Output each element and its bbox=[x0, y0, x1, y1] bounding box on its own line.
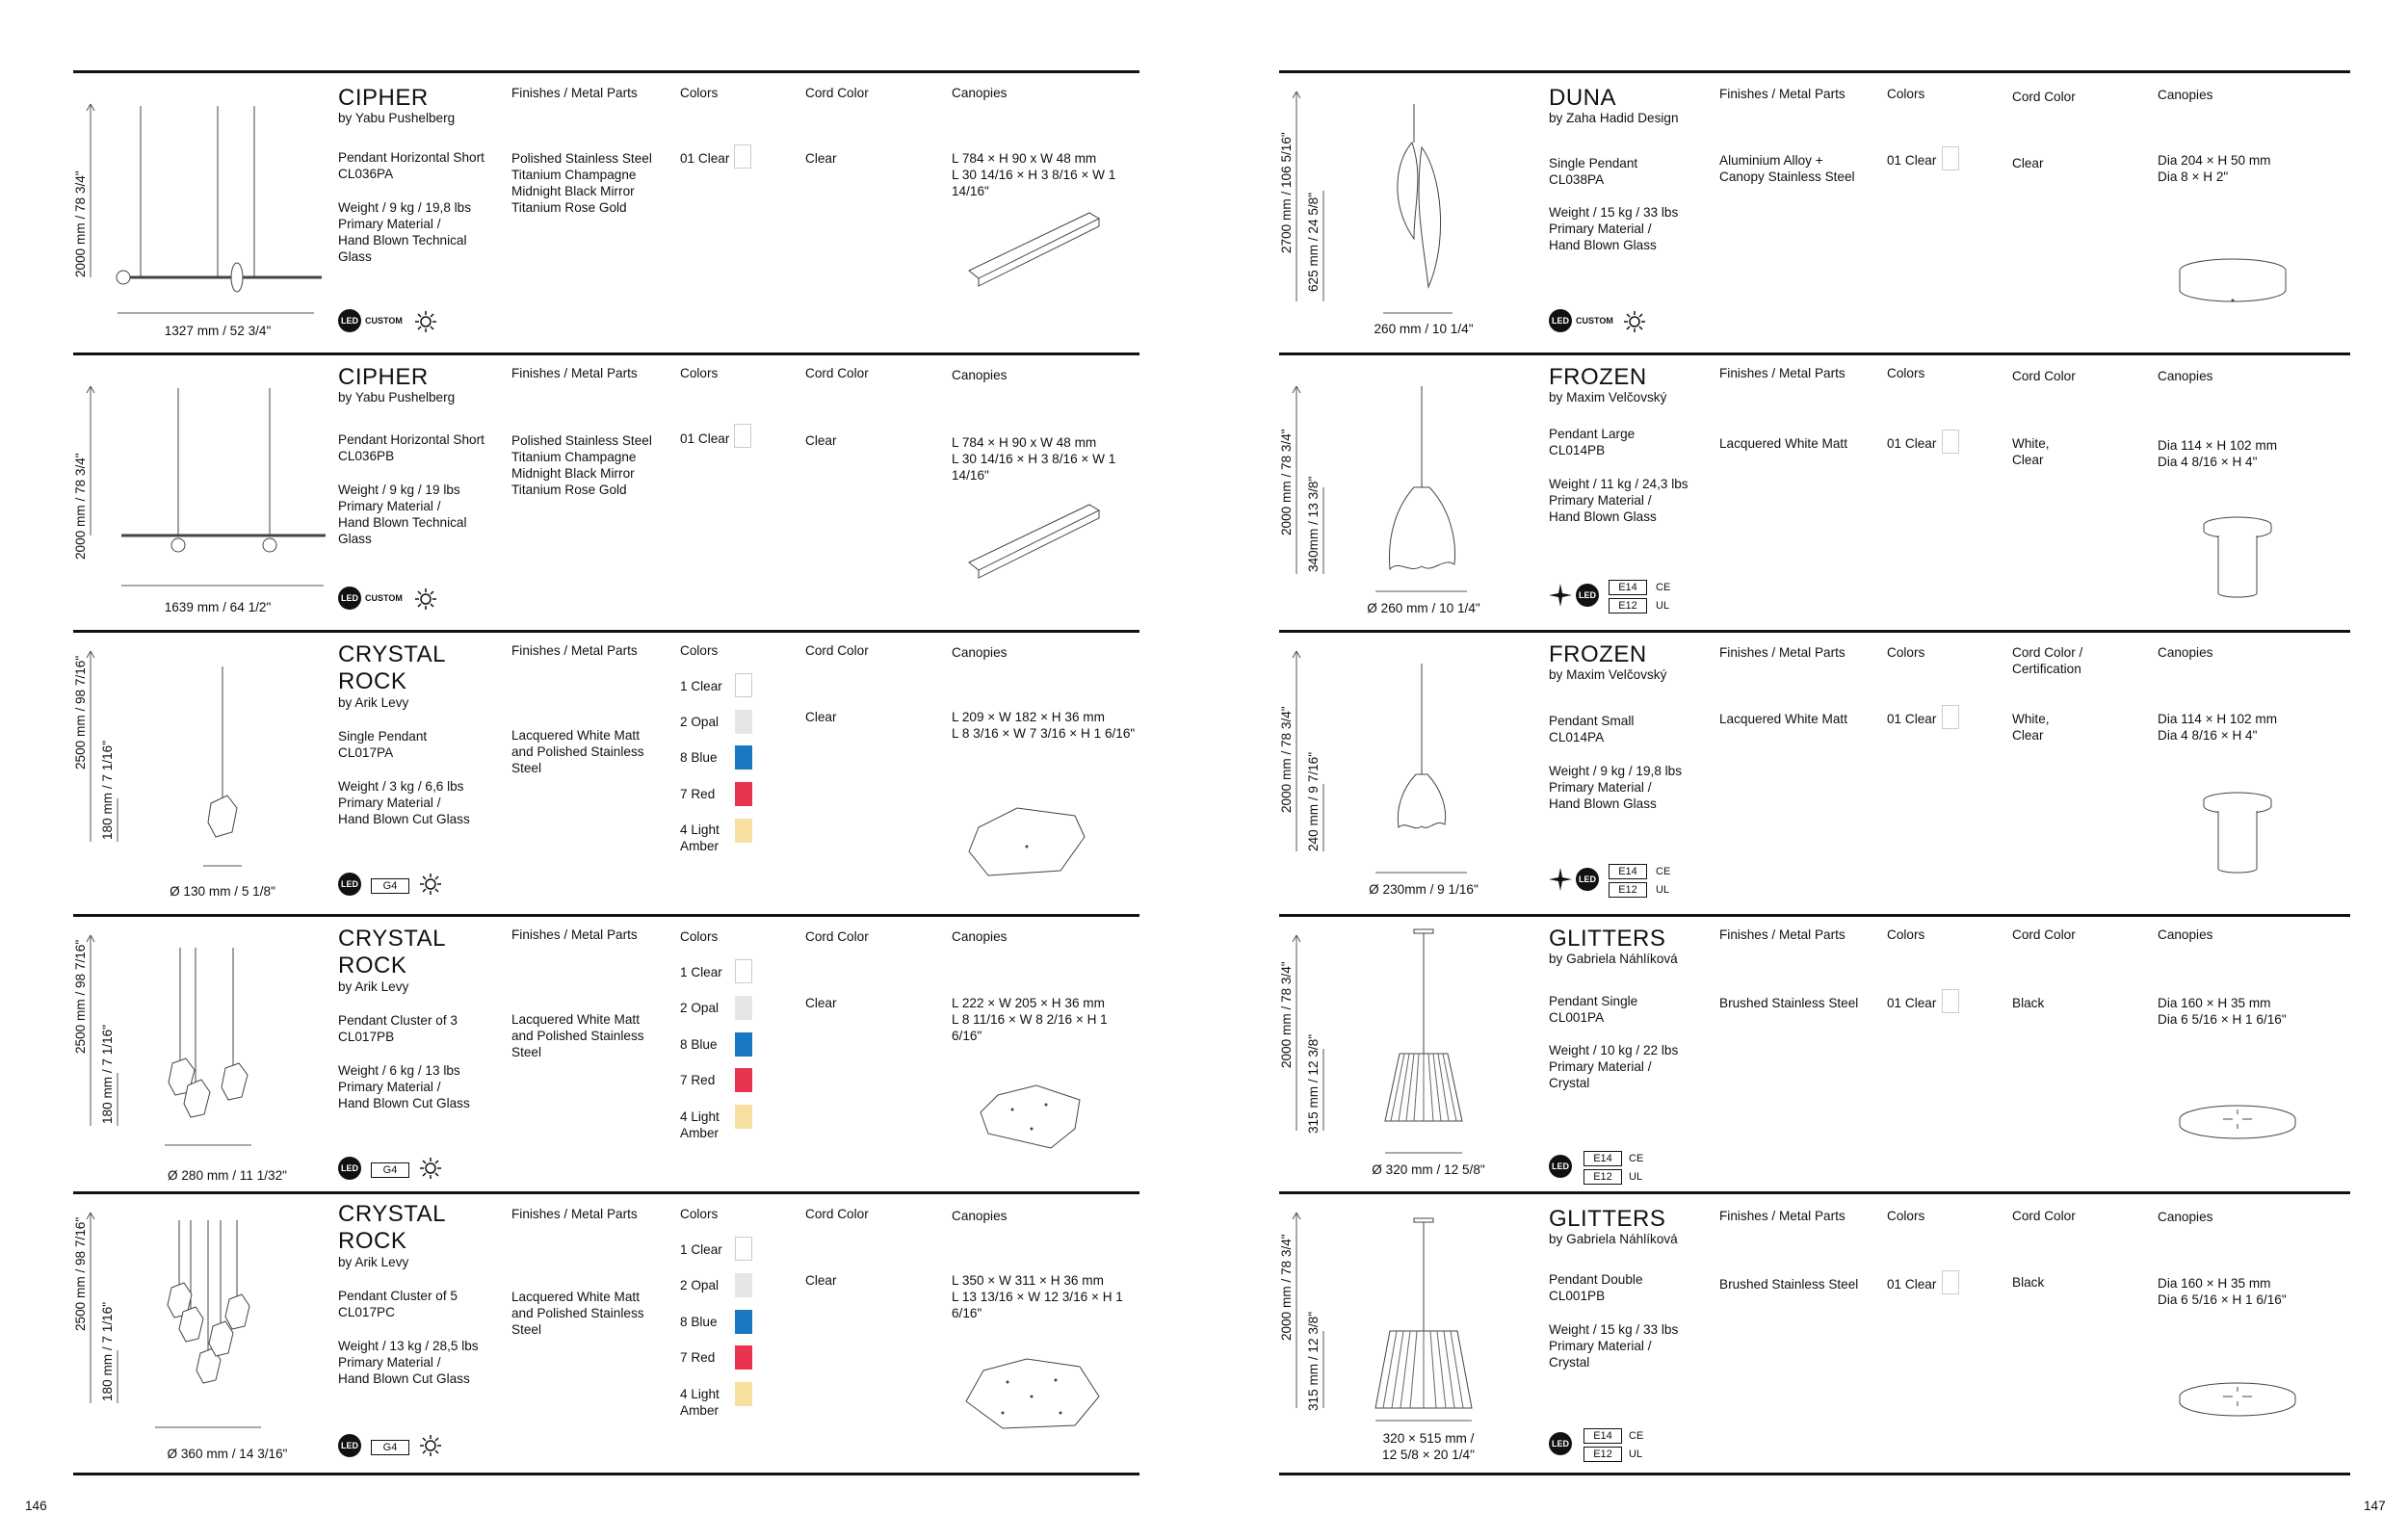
colors-header: Colors bbox=[1887, 1209, 1925, 1223]
finishes-value: Aluminium Alloy + Canopy Stainless Steel bbox=[1719, 153, 1855, 184]
color-swatch-clear bbox=[734, 424, 751, 448]
color-swatch-red bbox=[735, 1345, 752, 1370]
product-drawing bbox=[73, 70, 333, 354]
canopy-drawing bbox=[964, 495, 1109, 591]
finishes-header: Finishes / Metal Parts bbox=[1719, 366, 1845, 380]
color-label: 7 Red bbox=[680, 787, 716, 801]
color-swatch-red bbox=[735, 782, 752, 806]
ul-label: UL bbox=[1629, 1449, 1643, 1460]
ul-label: UL bbox=[1629, 1171, 1643, 1183]
canopies-header: Canopies bbox=[952, 929, 1008, 944]
canopy-value: Dia 160 × H 35 mm Dia 6 5/16 × H 1 6/16" bbox=[2158, 996, 2287, 1027]
ce-label: CE bbox=[1656, 866, 1671, 877]
e12-badge: E12 bbox=[1609, 598, 1647, 613]
product-designer: by Yabu Pushelberg bbox=[338, 390, 456, 405]
color-swatch-clear bbox=[735, 959, 752, 983]
color-label: 01 Clear bbox=[1887, 996, 1937, 1010]
shade-height-dimension: 315 mm / 12 3/8" bbox=[1306, 1311, 1321, 1411]
product-title: CIPHER bbox=[338, 364, 429, 390]
canopy-drawing bbox=[2185, 787, 2300, 883]
custom-badge: CUSTOM bbox=[1576, 316, 1613, 326]
product-type: Pendant Single CL001PA bbox=[1549, 994, 1638, 1025]
cord-value: Black bbox=[2012, 996, 2045, 1010]
product-type: Single Pendant CL017PA bbox=[338, 729, 428, 760]
product-designer: by Maxim Velčovský bbox=[1549, 667, 1667, 682]
product-row-crystal-rock-pb bbox=[73, 914, 1139, 1193]
finishes-header: Finishes / Metal Parts bbox=[511, 366, 638, 380]
e12-badge: E12 bbox=[1584, 1447, 1622, 1462]
canopy-value: Dia 160 × H 35 mm Dia 6 5/16 × H 1 6/16" bbox=[2158, 1276, 2287, 1307]
color-label: 01 Clear bbox=[1887, 712, 1937, 726]
led-badge: LED bbox=[338, 587, 361, 610]
colors-header: Colors bbox=[680, 643, 719, 658]
cord-value: White, Clear bbox=[2012, 436, 2050, 467]
dimmable-icon bbox=[1624, 311, 1645, 332]
height-dimension: 2000 mm / 78 3/4" bbox=[73, 170, 88, 277]
cord-header: Cord Color bbox=[2012, 90, 2076, 104]
finishes-header: Finishes / Metal Parts bbox=[1719, 1209, 1845, 1223]
finishes-header: Finishes / Metal Parts bbox=[1719, 927, 1845, 942]
product-type: Pendant Double CL001PB bbox=[1549, 1272, 1643, 1303]
canopies-header: Canopies bbox=[2158, 1210, 2213, 1224]
product-designer: by Arik Levy bbox=[338, 979, 409, 994]
led-badge: LED bbox=[1576, 584, 1599, 607]
colors-header: Colors bbox=[1887, 87, 1925, 101]
finishes-header: Finishes / Metal Parts bbox=[511, 1207, 638, 1221]
canopies-header: Canopies bbox=[952, 86, 1008, 100]
canopy-drawing bbox=[2175, 1379, 2310, 1437]
page-number-left: 146 bbox=[25, 1499, 47, 1513]
cord-header: Cord Color bbox=[805, 86, 869, 100]
product-title: GLITTERS bbox=[1549, 1206, 1666, 1232]
color-swatch-blue bbox=[735, 1310, 752, 1334]
color-label: 01 Clear bbox=[1887, 436, 1937, 451]
product-designer: by Maxim Velčovský bbox=[1549, 390, 1667, 405]
finishes-header: Finishes / Metal Parts bbox=[511, 86, 638, 100]
cord-value: Clear bbox=[2012, 156, 2044, 170]
canopy-value: L 209 × W 182 × H 36 mm L 8 3/16 × W 7 3/16 × H 1 6/16" bbox=[952, 710, 1136, 741]
right-page bbox=[1204, 0, 2408, 1540]
height-dimension: 2000 mm / 78 3/4" bbox=[1279, 961, 1294, 1068]
colors-header: Colors bbox=[1887, 927, 1925, 942]
cord-value: Clear bbox=[805, 996, 837, 1010]
colors-header: Colors bbox=[680, 929, 719, 944]
product-title: FROZEN bbox=[1549, 364, 1647, 390]
product-designer: by Gabriela Náhlíková bbox=[1549, 1232, 1678, 1246]
color-swatch-clear bbox=[1942, 430, 1959, 454]
canopy-value: Dia 114 × H 102 mm Dia 4 8/16 × H 4" bbox=[2158, 438, 2278, 469]
finishes-value: Polished Stainless Steel Titanium Champagne Midnight Black Mirror Titanium Rose Gold bbox=[511, 151, 652, 215]
colors-header: Colors bbox=[1887, 366, 1925, 380]
canopies-header: Canopies bbox=[2158, 645, 2213, 660]
color-swatch-clear bbox=[1942, 1270, 1959, 1294]
product-weight: Weight / 3 kg / 6,6 lbs Primary Material / Hand Blown Cut Glass bbox=[338, 779, 470, 826]
color-label: 1 Clear bbox=[680, 1242, 722, 1257]
shade-height-dimension: 180 mm / 7 1/16" bbox=[100, 1024, 115, 1124]
product-title: FROZEN bbox=[1549, 641, 1647, 667]
product-type: Pendant Cluster of 3 CL017PB bbox=[338, 1013, 458, 1044]
dimmable-icon bbox=[415, 588, 436, 610]
color-swatch-clear bbox=[1942, 989, 1959, 1013]
canopy-value: L 222 × W 205 × H 36 mm L 8 11/16 × W 8 2/16 × H 1 6/16" bbox=[952, 996, 1108, 1043]
height-dimension: 2500 mm / 98 7/16" bbox=[73, 655, 88, 770]
product-title: CRYSTAL ROCK bbox=[338, 1201, 446, 1254]
color-label: 4 Light Amber bbox=[680, 822, 720, 853]
canopy-value: L 784 × H 90 x W 48 mm L 30 14/16 × H 3 8/16 × W 1 14/16" bbox=[952, 435, 1116, 483]
product-weight: Weight / 9 kg / 19,8 lbs Primary Material / Hand Blown Technical Glass bbox=[338, 200, 472, 264]
color-label: 2 Opal bbox=[680, 1278, 720, 1292]
cord-value: Clear bbox=[805, 151, 837, 166]
led-badge: LED bbox=[1576, 868, 1599, 891]
canopy-drawing bbox=[2185, 511, 2300, 608]
color-swatch-blue bbox=[735, 745, 752, 770]
color-label: 1 Clear bbox=[680, 679, 722, 693]
e14-badge: E14 bbox=[1584, 1428, 1622, 1444]
canopies-header: Canopies bbox=[952, 1209, 1008, 1223]
color-swatch-blue bbox=[735, 1032, 752, 1057]
color-label: 2 Opal bbox=[680, 715, 720, 729]
product-designer: by Zaha Hadid Design bbox=[1549, 111, 1679, 125]
product-weight: Weight / 15 kg / 33 lbs Primary Material / Crystal bbox=[1549, 1322, 1679, 1370]
product-weight: Weight / 11 kg / 24,3 lbs Primary Material / Hand Blown Glass bbox=[1549, 477, 1688, 524]
canopies-header: Canopies bbox=[2158, 369, 2213, 383]
led-badge: LED bbox=[1549, 309, 1572, 332]
cord-header: Cord Color bbox=[2012, 927, 2076, 942]
led-badge: LED bbox=[1549, 1432, 1572, 1455]
finishes-header: Finishes / Metal Parts bbox=[511, 643, 638, 658]
dimmable-icon bbox=[415, 311, 436, 332]
product-row-crystal-rock-pa bbox=[73, 630, 1139, 913]
e12-badge: E12 bbox=[1609, 882, 1647, 898]
cord-header: Cord Color bbox=[805, 643, 869, 658]
cord-value: Clear bbox=[805, 433, 837, 448]
product-weight: Weight / 6 kg / 13 lbs Primary Material / Hand Blown Cut Glass bbox=[338, 1063, 470, 1110]
e14-badge: E14 bbox=[1584, 1151, 1622, 1166]
product-type: Pendant Large CL014PB bbox=[1549, 427, 1636, 457]
finishes-header: Finishes / Metal Parts bbox=[1719, 87, 1845, 101]
product-row-frozen-pb bbox=[1279, 352, 2350, 632]
ce-label: CE bbox=[1629, 1430, 1644, 1442]
finishes-value: Lacquered White Matt and Polished Stainless Steel bbox=[511, 728, 644, 775]
product-type: Pendant Small CL014PA bbox=[1549, 714, 1635, 744]
dimmable-icon bbox=[420, 1435, 441, 1456]
product-weight: Weight / 15 kg / 33 lbs Primary Material / Hand Blown Glass bbox=[1549, 205, 1679, 252]
product-type: Pendant Horizontal Short CL036PB bbox=[338, 432, 484, 463]
height-dimension: 2000 mm / 78 3/4" bbox=[1279, 429, 1294, 535]
product-title: GLITTERS bbox=[1549, 926, 1666, 952]
shade-height-dimension: 315 mm / 12 3/8" bbox=[1306, 1033, 1321, 1134]
color-label: 2 Opal bbox=[680, 1001, 720, 1015]
cord-header: Cord Color bbox=[2012, 1209, 2076, 1223]
cord-value: White, Clear bbox=[2012, 712, 2050, 743]
led-badge: LED bbox=[338, 873, 361, 896]
diameter-dimension: Ø 360 mm / 14 3/16" bbox=[167, 1447, 288, 1461]
color-swatch-amber bbox=[735, 1382, 752, 1406]
color-swatch-opal bbox=[735, 996, 752, 1020]
color-label: 8 Blue bbox=[680, 1037, 718, 1052]
color-label: 4 Light Amber bbox=[680, 1109, 720, 1140]
ul-label: UL bbox=[1656, 884, 1670, 896]
product-row-glitters-pa bbox=[1279, 914, 2350, 1193]
cord-header: Cord Color bbox=[805, 366, 869, 380]
finishes-value: Polished Stainless Steel Titanium Champagne Midnight Black Mirror Titanium Rose Gold bbox=[511, 433, 652, 497]
page-number-right: 147 bbox=[2364, 1499, 2386, 1513]
product-weight: Weight / 9 kg / 19 lbs Primary Material / Hand Blown Technical Glass bbox=[338, 483, 467, 546]
finishes-value: Lacquered White Matt and Polished Stainless Steel bbox=[511, 1290, 644, 1337]
ce-label: CE bbox=[1629, 1153, 1644, 1164]
cord-header: Cord Color bbox=[2012, 369, 2076, 383]
colors-header: Colors bbox=[680, 366, 719, 380]
cord-header: Cord Color bbox=[805, 929, 869, 944]
canopy-drawing bbox=[2175, 1102, 2310, 1160]
color-label: 8 Blue bbox=[680, 1315, 718, 1329]
product-drawing bbox=[73, 352, 333, 632]
product-row-crystal-rock-pc bbox=[73, 1191, 1139, 1475]
diameter-dimension: Ø 260 mm / 10 1/4" bbox=[1367, 601, 1480, 615]
diameter-dimension: Ø 280 mm / 11 1/32" bbox=[168, 1168, 287, 1183]
product-designer: by Gabriela Náhlíková bbox=[1549, 952, 1678, 966]
canopies-header: Canopies bbox=[2158, 88, 2213, 102]
e14-badge: E14 bbox=[1609, 580, 1647, 595]
certification-star-icon bbox=[1549, 868, 1572, 891]
finishes-header: Finishes / Metal Parts bbox=[1719, 645, 1845, 660]
product-type: Pendant Horizontal Short CL036PA bbox=[338, 150, 484, 181]
canopies-header: Canopies bbox=[952, 368, 1008, 382]
height-dimension: 2000 mm / 78 3/4" bbox=[1279, 706, 1294, 813]
product-weight: Weight / 9 kg / 19,8 lbs Primary Material / Hand Blown Glass bbox=[1549, 764, 1683, 811]
colors-header: Colors bbox=[680, 86, 719, 100]
g4-badge: G4 bbox=[371, 878, 409, 894]
color-swatch-opal bbox=[735, 1273, 752, 1297]
cord-value: Clear bbox=[805, 1273, 837, 1288]
certification-star-icon bbox=[1549, 584, 1572, 607]
custom-badge: CUSTOM bbox=[365, 593, 403, 603]
cord-cert-header: Cord Color / Certification bbox=[2012, 645, 2083, 676]
shade-height-dimension: 180 mm / 7 1/16" bbox=[100, 740, 115, 840]
color-swatch-clear bbox=[735, 673, 752, 697]
width-dimension: 1327 mm / 52 3/4" bbox=[164, 324, 272, 338]
canopy-value: Dia 114 × H 102 mm Dia 4 8/16 × H 4" bbox=[2158, 712, 2278, 743]
color-swatch-clear bbox=[1942, 705, 1959, 729]
color-swatch-red bbox=[735, 1068, 752, 1092]
color-label: 01 Clear bbox=[1887, 1277, 1937, 1292]
finishes-value: Lacquered White Matt bbox=[1719, 712, 1847, 726]
canopy-value: L 784 × H 90 x W 48 mm L 30 14/16 × H 3 8/16 × W 1 14/16" bbox=[952, 151, 1116, 198]
color-label: 8 Blue bbox=[680, 750, 718, 765]
color-label: 7 Red bbox=[680, 1073, 716, 1087]
width-dimension: 320 × 515 mm / 12 5/8 × 20 1/4" bbox=[1382, 1431, 1475, 1462]
led-badge: LED bbox=[338, 1157, 361, 1180]
shade-height-dimension: 340mm / 13 3/8" bbox=[1306, 476, 1321, 572]
g4-badge: G4 bbox=[371, 1162, 409, 1178]
diameter-dimension: Ø 130 mm / 5 1/8" bbox=[170, 884, 275, 899]
canopy-value: L 350 × W 311 × H 36 mm L 13 13/16 × W 12 3/16 × H 1 6/16" bbox=[952, 1273, 1123, 1320]
canopy-drawing bbox=[969, 1076, 1113, 1172]
shade-height-dimension: 180 mm / 7 1/16" bbox=[100, 1301, 115, 1401]
diameter-dimension: Ø 320 mm / 12 5/8" bbox=[1372, 1162, 1485, 1177]
product-row-duna bbox=[1279, 70, 2350, 354]
color-label: 7 Red bbox=[680, 1350, 716, 1365]
product-row-cipher-pa bbox=[73, 70, 1139, 354]
cord-value: Black bbox=[2012, 1275, 2045, 1290]
product-title: CRYSTAL ROCK bbox=[338, 926, 446, 979]
product-row-frozen-pa bbox=[1279, 630, 2350, 913]
colors-header: Colors bbox=[1887, 645, 1925, 660]
color-swatch-clear bbox=[735, 1237, 752, 1261]
product-row-cipher-pb bbox=[73, 352, 1139, 632]
color-label: 4 Light Amber bbox=[680, 1387, 720, 1418]
shade-height-dimension: 240 mm / 9 7/16" bbox=[1306, 751, 1321, 851]
width-dimension: 260 mm / 10 1/4" bbox=[1374, 322, 1474, 336]
dimmable-icon bbox=[420, 1158, 441, 1179]
finishes-value: Brushed Stainless Steel bbox=[1719, 996, 1859, 1010]
color-label: 01 Clear bbox=[680, 151, 730, 166]
height-dimension: 2000 mm / 78 3/4" bbox=[73, 453, 88, 560]
height-dimension: 2500 mm / 98 7/16" bbox=[73, 939, 88, 1054]
color-swatch-amber bbox=[735, 819, 752, 843]
finishes-header: Finishes / Metal Parts bbox=[511, 927, 638, 942]
canopy-value: Dia 204 × H 50 mm Dia 8 × H 2" bbox=[2158, 153, 2271, 184]
product-designer: by Arik Levy bbox=[338, 695, 409, 710]
led-badge: LED bbox=[338, 1434, 361, 1457]
height-dimension: 2000 mm / 78 3/4" bbox=[1279, 1234, 1294, 1341]
led-badge: LED bbox=[338, 309, 361, 332]
canopy-drawing bbox=[959, 798, 1113, 895]
cord-value: Clear bbox=[805, 710, 837, 724]
cord-header: Cord Color bbox=[805, 1207, 869, 1221]
height-dimension: 2500 mm / 98 7/16" bbox=[73, 1216, 88, 1331]
product-title: CRYSTAL ROCK bbox=[338, 641, 446, 694]
ul-label: UL bbox=[1656, 600, 1670, 612]
width-dimension: 1639 mm / 64 1/2" bbox=[164, 600, 272, 614]
color-label: 01 Clear bbox=[680, 431, 730, 446]
color-swatch-clear bbox=[1942, 146, 1959, 170]
product-designer: by Yabu Pushelberg bbox=[338, 111, 456, 125]
e12-badge: E12 bbox=[1584, 1169, 1622, 1185]
diameter-dimension: Ø 230mm / 9 1/16" bbox=[1369, 882, 1479, 897]
finishes-value: Brushed Stainless Steel bbox=[1719, 1277, 1859, 1292]
product-designer: by Arik Levy bbox=[338, 1255, 409, 1269]
shade-height-dimension: 625 mm / 24 5/8" bbox=[1306, 192, 1321, 292]
color-swatch-opal bbox=[735, 710, 752, 734]
product-title: DUNA bbox=[1549, 85, 1617, 111]
colors-header: Colors bbox=[680, 1207, 719, 1221]
led-badge: LED bbox=[1549, 1155, 1572, 1178]
finishes-value: Lacquered White Matt and Polished Stainless Steel bbox=[511, 1012, 644, 1059]
canopies-header: Canopies bbox=[952, 645, 1008, 660]
height-dimension: 2700 mm / 106 5/16" bbox=[1279, 132, 1294, 253]
canopies-header: Canopies bbox=[2158, 927, 2213, 942]
canopy-drawing bbox=[964, 203, 1109, 300]
product-row-glitters-pb bbox=[1279, 1191, 2350, 1475]
g4-badge: G4 bbox=[371, 1440, 409, 1455]
product-type: Single Pendant CL038PA bbox=[1549, 156, 1638, 187]
ce-label: CE bbox=[1656, 582, 1671, 593]
color-label: 1 Clear bbox=[680, 965, 722, 979]
finishes-value: Lacquered White Matt bbox=[1719, 436, 1847, 451]
product-title: CIPHER bbox=[338, 85, 429, 111]
color-label: 01 Clear bbox=[1887, 153, 1937, 168]
product-weight: Weight / 13 kg / 28,5 lbs Primary Material / Hand Blown Cut Glass bbox=[338, 1339, 479, 1386]
color-swatch-amber bbox=[735, 1105, 752, 1129]
canopy-drawing bbox=[2175, 253, 2300, 321]
canopy-drawing bbox=[955, 1353, 1118, 1449]
product-weight: Weight / 10 kg / 22 lbs Primary Material / Crystal bbox=[1549, 1043, 1679, 1090]
color-swatch-clear bbox=[734, 144, 751, 169]
product-type: Pendant Cluster of 5 CL017PC bbox=[338, 1289, 458, 1319]
e14-badge: E14 bbox=[1609, 864, 1647, 879]
dimmable-icon bbox=[420, 874, 441, 895]
custom-badge: CUSTOM bbox=[365, 316, 403, 326]
